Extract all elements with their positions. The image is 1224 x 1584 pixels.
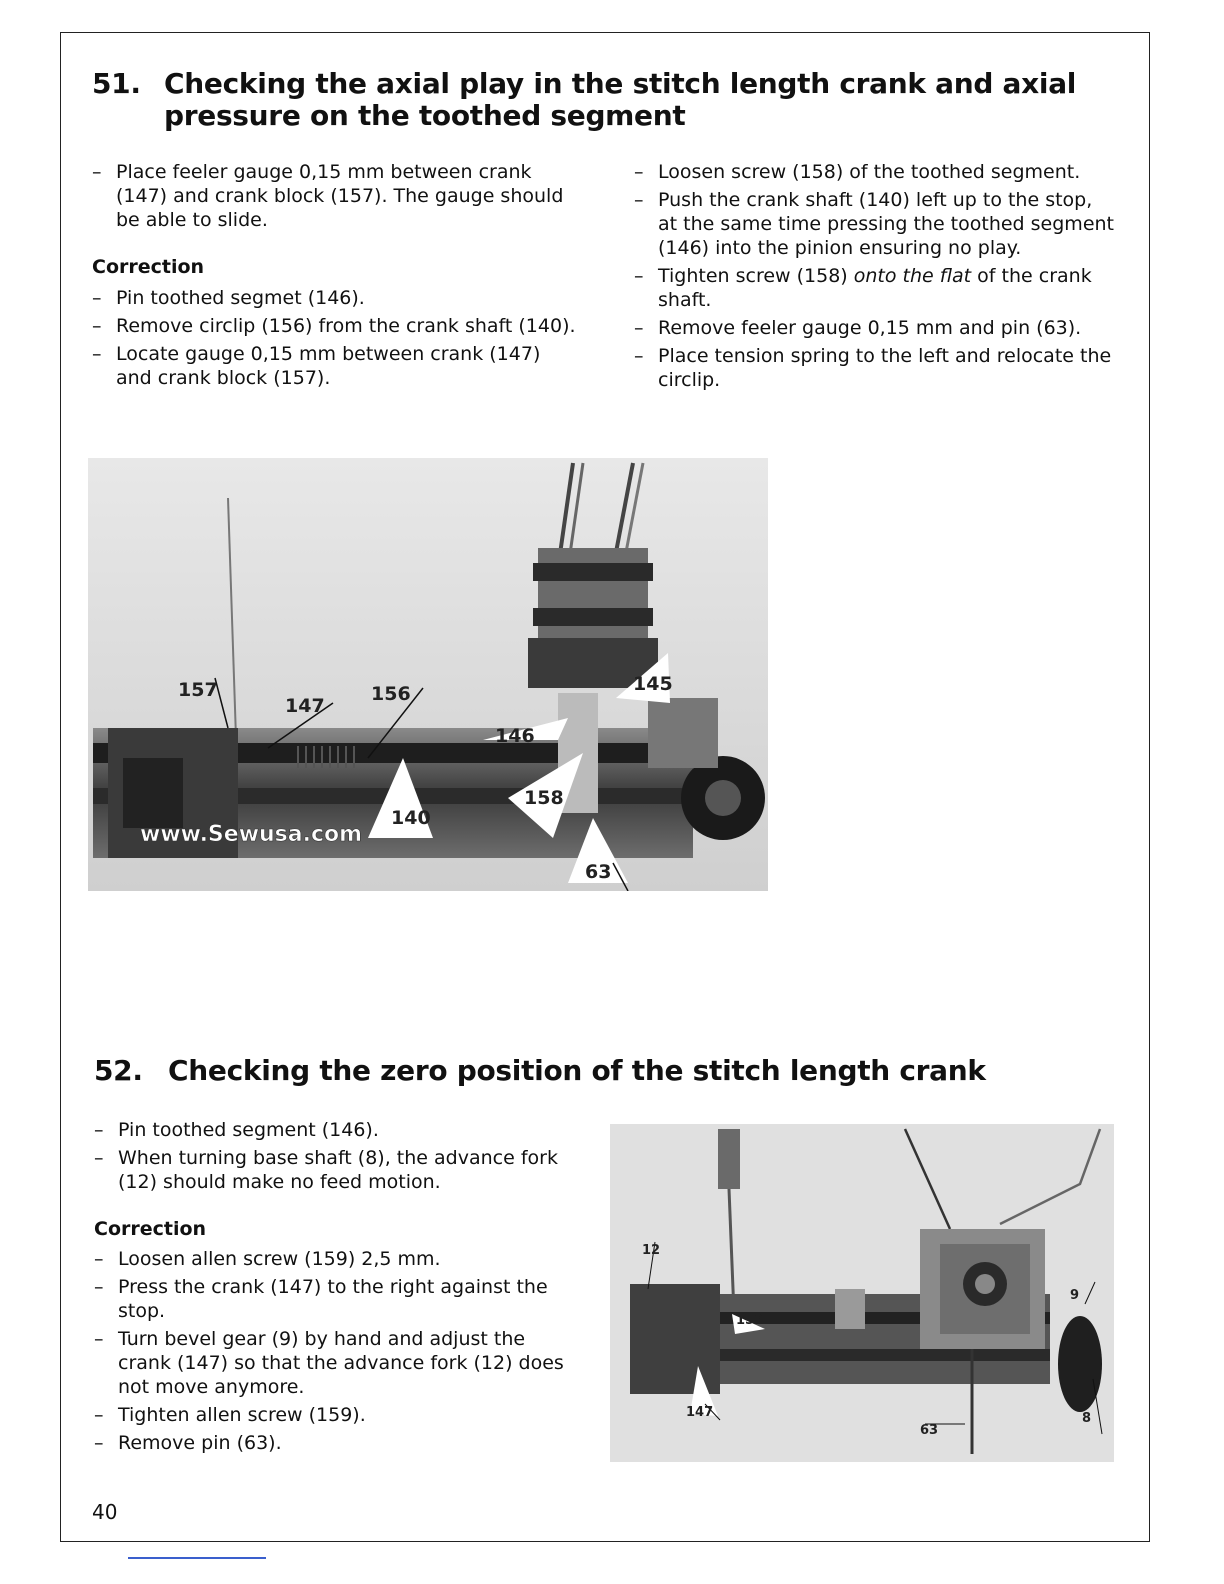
page-number: 40 <box>92 1500 118 1524</box>
list-item: – Loosen allen screw (159) 2,5 mm. <box>94 1247 564 1271</box>
callout-156: 156 <box>371 683 411 705</box>
figure-52-illustration <box>610 1124 1114 1462</box>
callout-12: 12 <box>642 1243 661 1258</box>
list-item: – Place feeler gauge 0,15 mm between crank (147) and crank block (157). The gauge should be able to slide. <box>92 160 582 232</box>
callout-159: 159 <box>736 1313 764 1328</box>
list-item: – Push the crank shaft (140) left up to the stop, at the same time pressing the toothed segment (146) into the pinion ensuring no play. <box>634 188 1114 260</box>
list-item: – Loosen screw (158) of the toothed segment. <box>634 160 1114 184</box>
correction-heading: Correction <box>92 256 205 278</box>
callout-147: 147 <box>285 695 325 717</box>
section-number: 52. <box>94 1054 143 1087</box>
callout-63: 63 <box>585 861 612 883</box>
figure-51-photo <box>88 458 768 891</box>
list-item: – Remove feeler gauge 0,15 mm and pin (63). <box>634 316 1114 340</box>
callout-8: 8 <box>1082 1411 1092 1426</box>
list-item: – Turn bevel gear (9) by hand and adjust the crank (147) so that the advance fork (12) does not move anymore. <box>94 1327 564 1399</box>
callout-145: 145 <box>633 673 673 695</box>
section-51-intro-list <box>92 160 582 236</box>
callout-157: 157 <box>178 679 218 701</box>
list-item: – Press the crank (147) to the right against the stop. <box>94 1275 564 1323</box>
callout-158: 158 <box>524 787 564 809</box>
section-51-right-list <box>634 160 1114 396</box>
section-52-correction-list <box>94 1247 564 1459</box>
section-title: Checking the zero position of the stitch length crank <box>168 1054 986 1087</box>
list-item: – Pin toothed segmet (146). <box>92 286 582 310</box>
section-number: 51. <box>92 67 141 100</box>
link-underline <box>128 1557 266 1559</box>
section-title-line-1: Checking the axial play in the stitch length crank and axial <box>164 67 1077 100</box>
section-52-heading <box>94 1055 1094 1091</box>
figure-52-photo <box>610 1124 1114 1462</box>
callout-63: 63 <box>920 1423 939 1438</box>
list-item: – Place tension spring to the left and relocate the circlip. <box>634 344 1114 392</box>
list-item: – Remove circlip (156) from the crank shaft (140). <box>92 314 582 338</box>
correction-heading: Correction <box>94 1218 207 1240</box>
figure-51-illustration <box>88 458 768 891</box>
callout-147: 147 <box>686 1405 714 1420</box>
list-item: – When turning base shaft (8), the advance fork (12) should make no feed motion. <box>94 1146 564 1194</box>
callout-140: 140 <box>391 807 431 829</box>
callout-146: 146 <box>495 725 535 747</box>
list-item: – Pin toothed segment (146). <box>94 1118 564 1142</box>
section-52-intro-list <box>94 1118 564 1198</box>
list-item: – Locate gauge 0,15 mm between crank (147) and crank block (157). <box>92 342 582 390</box>
callout-9: 9 <box>1070 1288 1080 1303</box>
list-item: – Remove pin (63). <box>94 1431 564 1455</box>
list-item: – Tighten allen screw (159). <box>94 1403 564 1427</box>
section-title-line-2: pressure on the toothed segment <box>164 99 686 132</box>
list-item: – Tighten screw (158) onto the flat of the crank shaft. <box>634 264 1114 312</box>
section-51-heading <box>92 68 1092 138</box>
section-51-correction-list <box>92 286 582 394</box>
watermark: www.Sewusa.com <box>140 822 363 847</box>
